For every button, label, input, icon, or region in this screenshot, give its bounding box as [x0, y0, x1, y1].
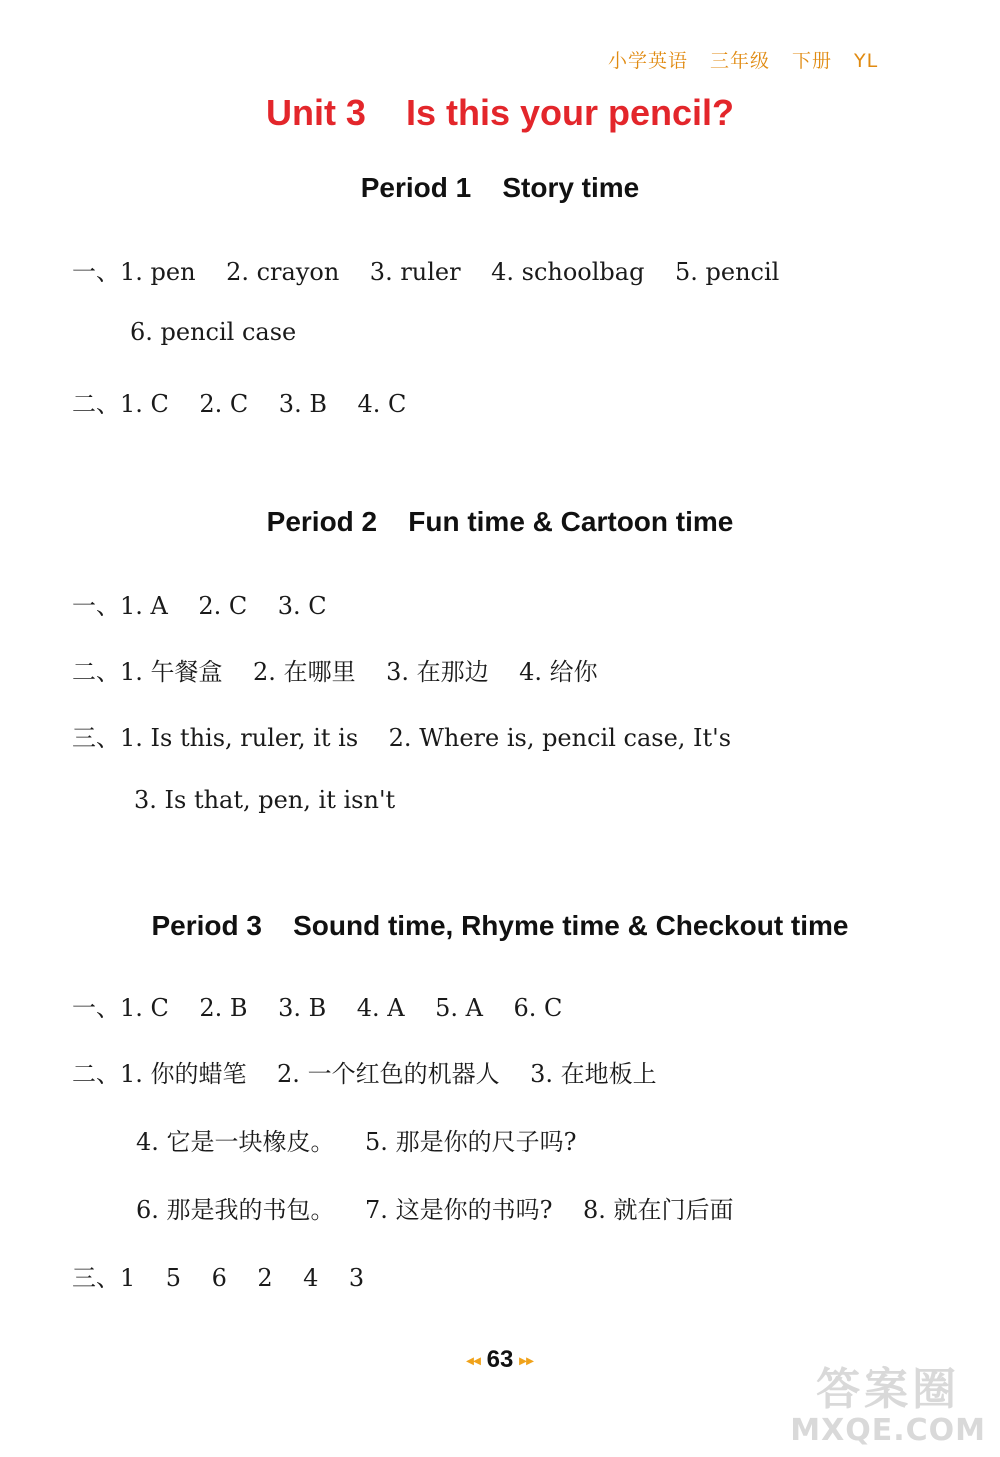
header-grade: 三年级: [710, 50, 771, 72]
period-2-line-4: 3. Is that, pen, it isn't: [134, 786, 396, 814]
period-2-line-3: 三、1. Is this, ruler, it is 2. Where is, pencil case, It's: [72, 724, 732, 752]
period-3-line-3: 4. 它是一块橡皮。 5. 那是你的尺子吗?: [136, 1128, 577, 1156]
period-2-line-1: 一、1. A 2. C 3. C: [72, 592, 327, 620]
watermark-logo: [790, 1363, 986, 1448]
period-1-title: Period 1 Story time: [360, 172, 640, 203]
watermark-bottom: MXQE.COM: [790, 1413, 986, 1448]
period-3-line-5: 三、1 5 6 2 4 3: [72, 1264, 365, 1292]
period-3-title: Period 3 Sound time, Rhyme time & Checkout time: [151, 910, 849, 941]
page-number: 63: [486, 1346, 514, 1373]
next-arrow-icon: ▸▸: [519, 1352, 534, 1369]
prev-arrow-icon: ◂◂: [466, 1352, 481, 1369]
period-3-line-2: 二、1. 你的蜡笔 2. 一个红色的机器人 3. 在地板上: [72, 1060, 657, 1088]
period-2-title: Period 2 Fun time & Cartoon time: [266, 506, 734, 537]
period-3-line-4: 6. 那是我的书包。 7. 这是你的书吗? 8. 就在门后面: [136, 1196, 734, 1224]
period-2-line-2: 二、1. 午餐盒 2. 在哪里 3. 在那边 4. 给你: [72, 658, 598, 686]
header-subject: 小学英语: [608, 50, 689, 72]
period-1-line-1: 一、1. pen 2. crayon 3. ruler 4. schoolbag 5. pencil: [72, 258, 780, 286]
header-edition: YL: [854, 50, 879, 72]
unit-title: Unit 3 Is this your pencil?: [265, 92, 735, 133]
period-1-line-3: 二、1. C 2. C 3. B 4. C: [72, 390, 407, 418]
period-3-line-1: 一、1. C 2. B 3. B 4. A 5. A 6. C: [72, 994, 563, 1022]
period-1-line-2: 6. pencil case: [130, 318, 297, 346]
header-volume: 下册: [792, 50, 833, 72]
watermark-top: 答案圈: [816, 1363, 961, 1415]
header-tag: [608, 46, 900, 73]
